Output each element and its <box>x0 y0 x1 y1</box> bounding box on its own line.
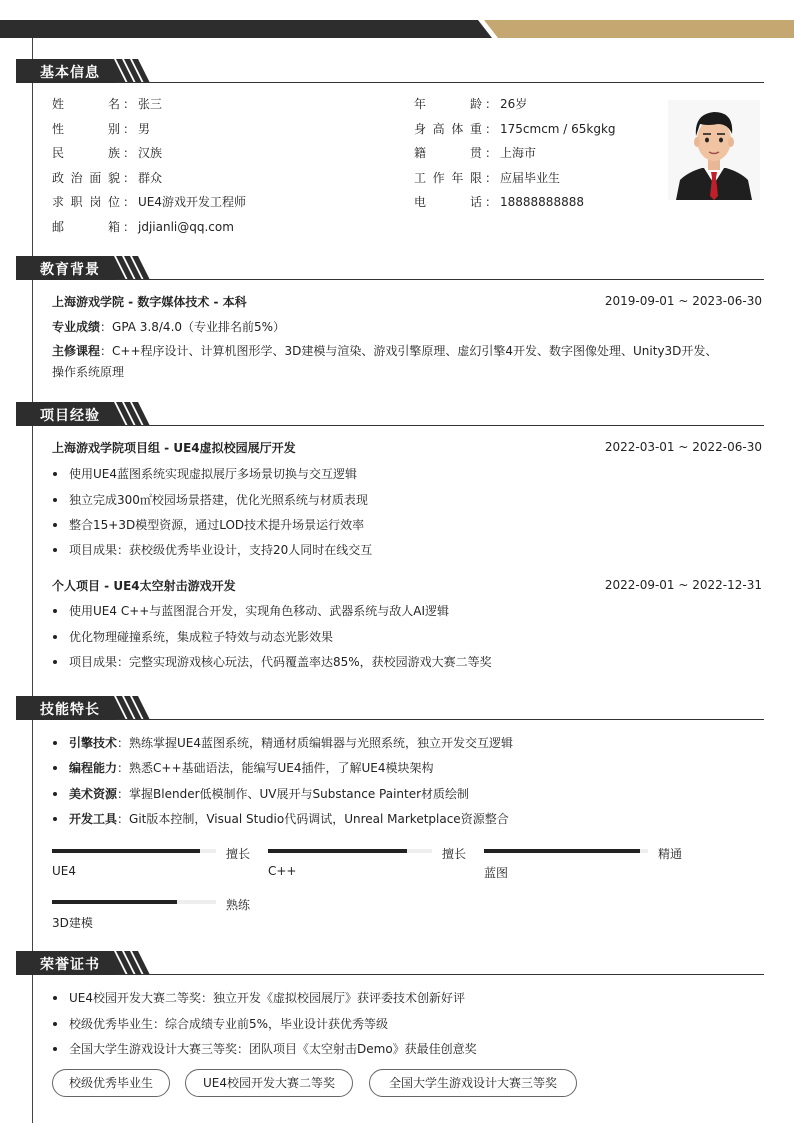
info-row: 性别 ： 男 <box>52 122 151 136</box>
project-date: 2022-03-01 ~ 2022-06-30 <box>604 440 762 454</box>
skill-bar <box>268 849 432 853</box>
list-item: 引擎技术：熟练掌握UE4蓝图系统，精通材质编辑器与光照系统，独立开发交互逻辑 <box>56 735 513 751</box>
education-courses: 主修课程：C++程序设计、计算机图形学、3D建模与渲染、游戏引擎原理、虚幻引擎4开发、数字图像处理、Unity3D开发、 <box>52 344 718 358</box>
education-score: 专业成绩：GPA 3.8/4.0（专业排名前5%） <box>52 320 286 334</box>
education-courses-cont: 操作系统原理 <box>52 365 125 379</box>
section-header-projects <box>16 402 764 426</box>
section-header-education <box>16 256 764 280</box>
list-item: 全国大学生游戏设计大赛三等奖：团队项目《太空射击Demo》获最佳创意奖 <box>56 1041 477 1057</box>
top-decor-bar <box>0 20 794 38</box>
section-header-skills <box>16 696 764 720</box>
list-item: 整合15+3D模型资源，通过LOD技术提升场景运行效率 <box>56 517 364 533</box>
skill-level: 擅长 <box>226 847 251 861</box>
list-item: 开发工具：Git版本控制，Visual Studio代码调试，Unreal Marketplace资源整合 <box>56 811 509 827</box>
info-row: 籍贯 ： 上海市 <box>414 146 537 160</box>
info-row: 年龄 ： 26岁 <box>414 97 528 111</box>
skill-level: 熟练 <box>226 898 251 912</box>
section-header-basic <box>16 59 764 83</box>
list-item: 使用UE4蓝图系统实现虚拟展厅多场景切换与交互逻辑 <box>56 466 357 482</box>
info-row: 求职岗位 ： UE4游戏开发工程师 <box>52 195 247 209</box>
avatar <box>668 100 760 200</box>
skill-bar <box>484 849 648 853</box>
list-item: 使用UE4 C++与蓝图混合开发，实现角色移动、武器系统与敌人AI逻辑 <box>56 603 449 619</box>
honor-tag: UE4校园开发大赛二等奖 <box>185 1069 353 1097</box>
skill-bar-fill <box>484 849 640 853</box>
section-title: 基本信息 <box>40 65 100 81</box>
skill-bar-fill <box>268 849 407 853</box>
section-title: 技能特长 <box>40 702 100 718</box>
skill-name: C++ <box>268 864 297 878</box>
honor-tag: 校级优秀毕业生 <box>52 1069 170 1097</box>
list-item: UE4校园开发大赛二等奖：独立开发《虚拟校园展厅》获评委技术创新好评 <box>56 990 465 1006</box>
info-row: 姓名 ： 张三 <box>52 97 163 111</box>
skill-bar-fill <box>52 900 177 904</box>
list-item: 项目成果：完整实现游戏核心玩法，代码覆盖率达85%，获校园游戏大赛二等奖 <box>56 654 492 670</box>
info-row: 身高体重 ： 175cmcm / 65kgkg <box>414 122 616 136</box>
education-title: 上海游戏学院 - 数字媒体技术 - 本科 <box>52 295 247 309</box>
section-header-honors <box>16 951 764 975</box>
project-date: 2022-09-01 ~ 2022-12-31 <box>604 578 762 592</box>
info-row: 政治面貌 ： 群众 <box>52 171 163 185</box>
info-row: 工作年限 ： 应届毕业生 <box>414 171 561 185</box>
list-item: 独立完成300㎡校园场景搭建，优化光照系统与材质表现 <box>56 492 368 508</box>
honor-tag: 全国大学生游戏设计大赛三等奖 <box>369 1069 577 1097</box>
info-row: 电话 ： 18888888888 <box>414 195 584 209</box>
list-item: 优化物理碰撞系统，集成粒子特效与动态光影效果 <box>56 629 333 645</box>
skill-level: 擅长 <box>442 847 467 861</box>
list-item: 项目成果：获校级优秀毕业设计，支持20人同时在线交互 <box>56 542 372 558</box>
list-item: 校级优秀毕业生：综合成绩专业前5%，毕业设计获优秀等级 <box>56 1016 388 1032</box>
project-title: 个人项目 - UE4太空射击游戏开发 <box>52 579 236 593</box>
skill-bar-fill <box>52 849 200 853</box>
section-title: 项目经验 <box>40 408 100 424</box>
section-title: 教育背景 <box>40 262 100 278</box>
project-title: 上海游戏学院项目组 - UE4虚拟校园展厅开发 <box>52 441 296 455</box>
skill-name: 3D建模 <box>52 916 93 930</box>
info-row: 民族 ： 汉族 <box>52 146 163 160</box>
skill-name: 蓝图 <box>484 866 509 880</box>
info-row: 邮箱 ： jdjianli@qq.com <box>52 220 234 234</box>
skill-bar <box>52 849 216 853</box>
skill-name: UE4 <box>52 864 76 878</box>
section-title: 荣誉证书 <box>40 957 100 973</box>
skill-bar <box>52 900 216 904</box>
list-item: 编程能力：熟悉C++基础语法，能编写UE4插件，了解UE4模块架构 <box>56 760 434 776</box>
skill-level: 精通 <box>658 847 683 861</box>
list-item: 美术资源：掌握Blender低模制作、UV展开与Substance Painter材质绘制 <box>56 786 469 802</box>
education-date: 2019-09-01 ~ 2023-06-30 <box>604 294 762 308</box>
